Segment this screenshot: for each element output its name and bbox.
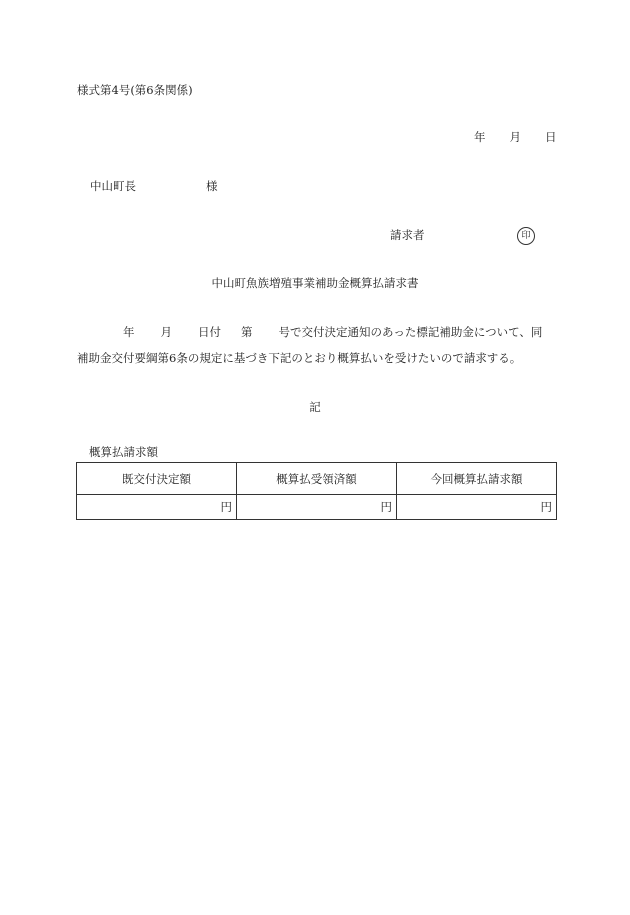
document-title: 中山町魚族増殖事業補助金概算払請求書 bbox=[211, 276, 419, 290]
ki-heading: 記 bbox=[309, 400, 321, 414]
addressee-honorific: 様 bbox=[206, 179, 218, 193]
table-header-row bbox=[77, 463, 557, 495]
table-label: 概算払請求額 bbox=[89, 445, 158, 459]
form-number: 様式第4号(第6条関係) bbox=[77, 83, 193, 97]
addressee bbox=[90, 180, 218, 194]
header-received-amount: 概算払受領済額 bbox=[237, 463, 397, 495]
date-month: 月 bbox=[509, 130, 521, 144]
body-line-2: 補助金交付要綱第6条の規定に基づき下記のとおり概算払いを受けたいので請求する。 bbox=[77, 351, 522, 365]
amount-table bbox=[76, 462, 557, 520]
date-line bbox=[474, 131, 557, 145]
header-request-amount: 今回概算払請求額 bbox=[397, 463, 557, 495]
date-year: 年 bbox=[474, 130, 486, 144]
cell-request-amount: 円 bbox=[397, 495, 557, 520]
body-month: 月 bbox=[160, 325, 172, 339]
body-line1-rest: 号で交付決定通知のあった標記補助金について、同 bbox=[278, 325, 543, 339]
body-year: 年 bbox=[123, 325, 135, 339]
addressee-name: 中山町長 bbox=[90, 179, 136, 193]
body-day-issued: 日付 bbox=[198, 325, 221, 339]
body-line-1 bbox=[123, 326, 542, 340]
seal-mark: 印 bbox=[517, 227, 535, 245]
table-row bbox=[77, 495, 557, 520]
date-day: 日 bbox=[545, 130, 557, 144]
cell-received-amount: 円 bbox=[237, 495, 397, 520]
header-approved-amount: 既交付決定額 bbox=[77, 463, 237, 495]
cell-approved-amount: 円 bbox=[77, 495, 237, 520]
requester-label: 請求者 bbox=[390, 228, 425, 242]
body-dai: 第 bbox=[241, 325, 253, 339]
